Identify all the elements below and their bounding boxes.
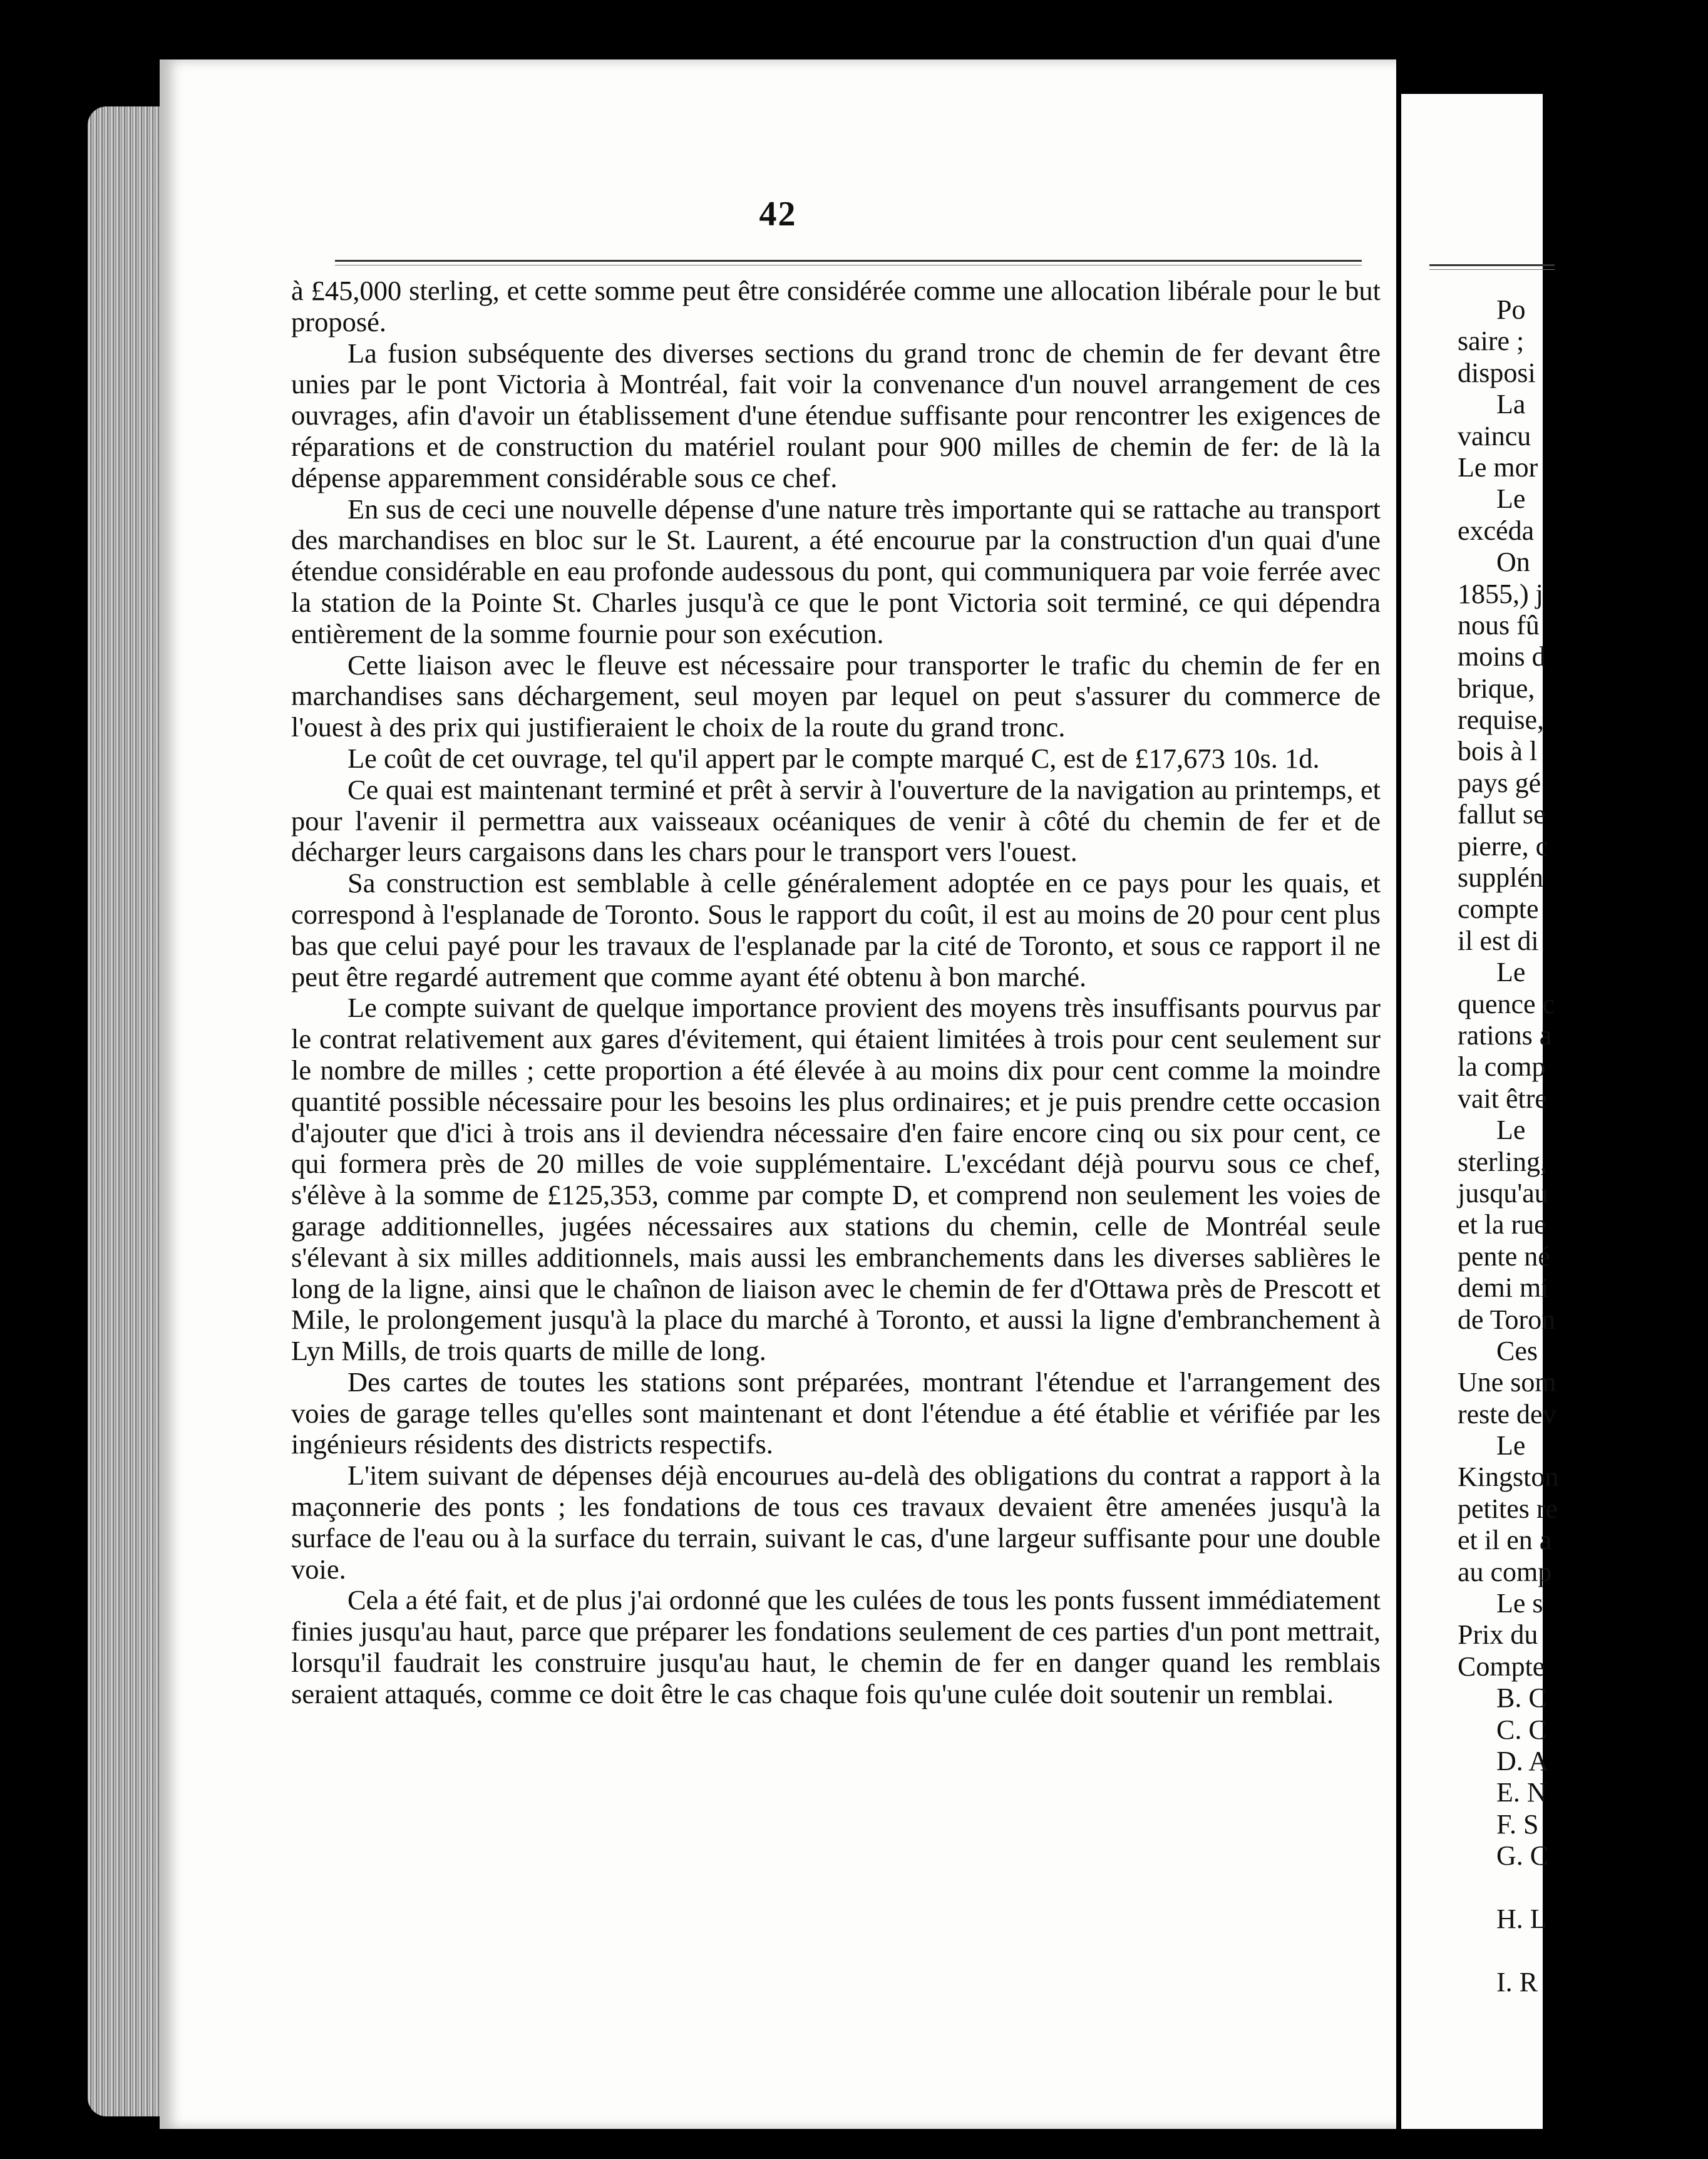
right-page-line: requise, <box>1458 704 1545 736</box>
right-page-line: C. C <box>1496 1714 1547 1745</box>
right-page-line: disposi <box>1458 357 1536 388</box>
right-page-line: 1855,) j <box>1458 578 1543 609</box>
paragraph: Cela a été fait, et de plus j'ai ordonné que les culées de tous les ponts fussent immédiatement finies jusqu'au haut, parce que préparer les fondations seulement de ces parties d'un pont mettrait, lorsqu'il faudrait les construire jusqu'au haut, le chemin de fer en danger quand les remblais seraient attaqués, comme ce doit être le cas chaque fois qu'une culée doit soutenir un remblai. <box>291 1584 1381 1709</box>
right-page-line: vaincu <box>1458 420 1531 451</box>
right-page-line: il est di <box>1458 925 1539 956</box>
right-page-line: pays gé <box>1458 767 1541 798</box>
right-page-line: petites re <box>1458 1493 1558 1524</box>
right-page-line <box>1458 1935 1708 1966</box>
right-page-line: On <box>1496 547 1530 578</box>
right-page-line: de Toron <box>1458 1304 1556 1335</box>
right-page-line: rations a <box>1458 1019 1552 1051</box>
right-header-rule <box>1429 264 1555 270</box>
right-page-line: compte <box>1458 894 1539 925</box>
paragraph: Ce quai est maintenant terminé et prêt à servir à l'ouverture de la navigation au printemps, et pour l'avenir il permettra aux vaisseaux océaniques de venir à côté du chemin de fer et de décharger leurs cargaisons dans les chars pour le transport vers l'ouest. <box>291 773 1381 868</box>
right-page-line: Compte <box>1458 1651 1545 1682</box>
right-page-line: Une som <box>1458 1367 1556 1398</box>
header-rule <box>335 260 1362 265</box>
right-page-line: pierre, c <box>1458 830 1548 862</box>
right-page-line: excéda <box>1458 515 1535 546</box>
paragraph: Le coût de cet ouvrage, tel qu'il appert par le compte marqué C, est de £17,673 10s. 1d. <box>347 742 1320 774</box>
paragraph: En sus de ceci une nouvelle dépense d'une nature très importante qui se rattache au transport des marchandises en bloc sur le St. Laurent, a été encourue par la construction d'un quai d'une étendue considérable en eau profonde audessous du pont, qui communiquera par voie ferrée avec la station de la Pointe St. Charles jusqu'à ce que le pont Victoria soit terminé, ce qui dépendra entièrement de la somme fournie pour son exécution. <box>291 493 1381 649</box>
right-page-line: Kingston <box>1458 1461 1559 1493</box>
page-number: 42 <box>759 195 797 234</box>
right-page-text <box>1458 294 1708 1998</box>
right-page-line: F. S <box>1496 1808 1539 1840</box>
right-page-line: E. N <box>1496 1777 1547 1808</box>
paragraph: Sa construction est semblable à celle généralement adoptée en ce pays pour les quais, et correspond à l'esplanade de Toronto. Sous le rapport du coût, il est au moins de 20 pour cent plus bas que celui payé pour les travaux de l'esplanade par la cité de Toronto, et sous ce rapport il ne peut être regardé autrement que comme ayant été obtenu à bon marché. <box>291 867 1381 992</box>
right-page-line: Le <box>1496 1430 1526 1461</box>
right-page <box>1401 94 1559 2129</box>
right-page-line: la comp <box>1458 1051 1546 1083</box>
right-page-line: Le <box>1496 483 1526 515</box>
right-page-line: reste dev <box>1458 1398 1556 1430</box>
right-page-line: Po <box>1496 294 1526 325</box>
right-page-line: Le <box>1496 957 1526 988</box>
page-body <box>291 276 1381 1710</box>
right-page-line: D. A <box>1496 1745 1549 1776</box>
right-page-line: B. C <box>1496 1682 1547 1714</box>
right-page-line: et la rue <box>1458 1209 1546 1240</box>
right-page-line: G. C <box>1496 1840 1549 1872</box>
right-page-line: I. R <box>1496 1966 1538 1997</box>
right-page-line: Le s <box>1496 1588 1543 1619</box>
right-page-line: La <box>1496 389 1526 420</box>
right-page-line: Le <box>1496 1115 1526 1146</box>
paragraph: La fusion subséquente des diverses sections du grand tronc de chemin de fer devant être unies par le pont Victoria à Montréal, fait voir la convenance d'un nouvel arrangement de ces ouvrages, afin d'avoir un établissement d'une étendue suffisante pour rencontrer les exigences de réparations et de construction du matériel roulant pour 900 milles de chemin de fer: de là la dépense apparemment considérable sous ce chef. <box>291 337 1381 493</box>
right-page-line: brique, <box>1458 672 1535 704</box>
right-page-line: et il en a <box>1458 1525 1552 1556</box>
left-page <box>160 59 1396 2129</box>
right-page-line: pente né <box>1458 1240 1550 1272</box>
right-page-line: nous fû <box>1458 609 1540 641</box>
right-page-line: demi mi <box>1458 1272 1549 1304</box>
paragraph: Cette liaison avec le fleuve est nécessaire pour transporter le trafic du chemin de fer en marchandises sans déchargement, seul moyen par lequel on peut s'assurer du commerce de l'ouest à des prix qui justifieraient le choix de la route du grand tronc. <box>291 649 1381 743</box>
right-page-line: Le mor <box>1458 451 1538 483</box>
paragraph: Des cartes de toutes les stations sont préparées, montrant l'étendue et l'arrangement des voies de garage telles qu'elles sont maintenant et dont l'étendue a été établie et vérifiée par les ingénieurs résidents des districts respectifs. <box>291 1366 1381 1460</box>
paragraph: Le compte suivant de quelque importance provient des moyens très insuffisants pourvus par le contrat relativement aux gares d'évitement, qui étaient limitées à trois pour cent seulement sur le nombre de milles ; cette proportion a été élevée à au moins dix pour cent comme la moindre quantité possible nécessaire pour les besoins les plus ordinaires; et je puis prendre cette occasion d'ajouter que d'ici à trois ans il deviendra nécessaire d'en faire encore cinq ou six pour cent, ce qui formera près de 20 milles de voie supplémentaire. L'excédant déjà pourvu sous ce chef, s'élève à la somme de £125,353, comme par compte D, et comprend non seulement les voies de garage additionnelles, jugées nécessaires aux stations du chemin, celle de Montréal seule s'élevant à six milles additionnels, mais aussi les embranchements dans les diverses sablières le long de la ligne, ainsi que le chaînon de liaison avec le chemin de fer d'Ottawa près de Prescott et Mile, le prolongement jusqu'à la place du marché à Toronto, et aussi la ligne d'embranchement à Lyn Mills, de trois quarts de mille de long. <box>291 992 1381 1367</box>
right-page-line: au comp <box>1458 1556 1552 1587</box>
right-page-line <box>1458 1872 1708 1904</box>
right-page-line: Prix du <box>1458 1619 1538 1651</box>
right-page-line: quence c <box>1458 988 1555 1019</box>
right-page-line: bois à l <box>1458 736 1538 767</box>
right-page-line: sterling, <box>1458 1146 1547 1177</box>
right-page-line: saire ; <box>1458 326 1525 357</box>
right-page-line: supplén <box>1458 862 1543 894</box>
right-page-line: vait être <box>1458 1083 1547 1114</box>
right-page-line: Ces <box>1496 1335 1538 1366</box>
right-page-line: jusqu'au <box>1458 1177 1548 1208</box>
paragraph: L'item suivant de dépenses déjà encourues au-delà des obligations du contrat a rapport à la maçonnerie des ponts ; les fondations de tous ces travaux devaient être amenées jusqu'à la surface de l'eau ou à la surface du terrain, suivant le cas, d'une largeur suffisante pour une double voie. <box>291 1460 1381 1585</box>
right-page-line: moins d <box>1458 641 1546 672</box>
right-page-line: fallut se <box>1458 799 1546 830</box>
right-page-line: H. L <box>1496 1903 1547 1934</box>
paragraph: à £45,000 sterling, et cette somme peut être considérée comme une allocation libérale pour le but proposé. <box>291 275 1381 338</box>
